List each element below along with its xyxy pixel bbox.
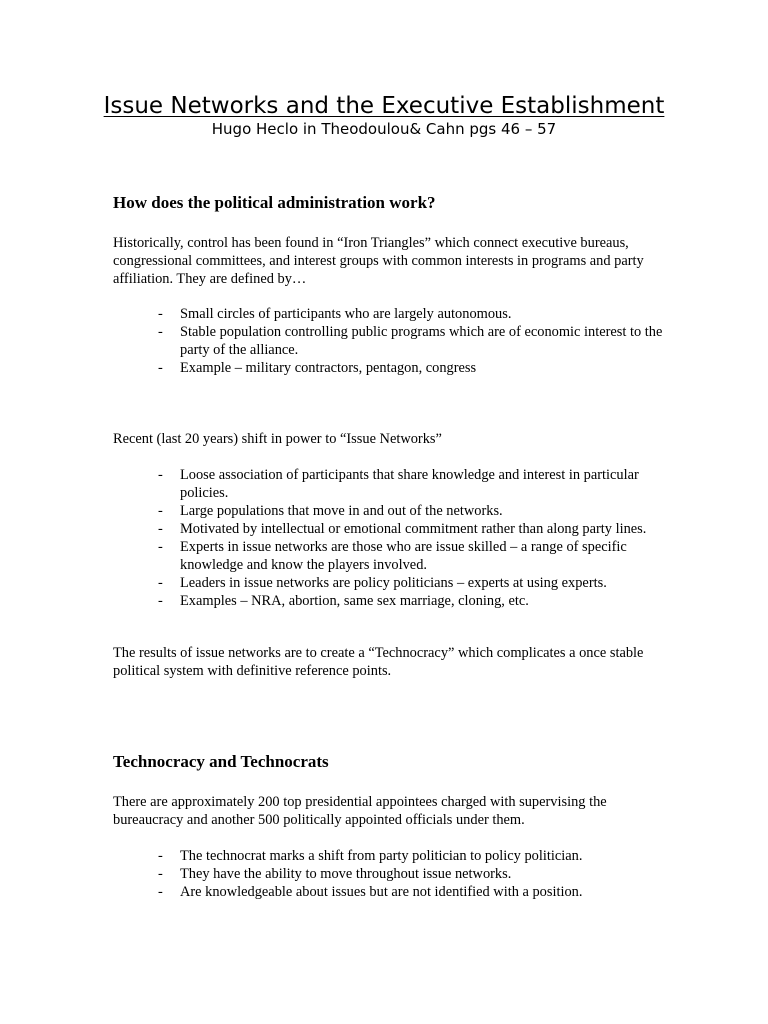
bullet-dash: - — [158, 503, 163, 519]
list-item-text: Motivated by intellectual or emotional commitment rather than along party lines. — [180, 521, 647, 537]
list-item — [0, 592, 665, 610]
list-item — [0, 847, 665, 865]
list-item-text: The technocrat marks a shift from party politician to policy politician. — [180, 848, 583, 864]
bullet-dash: - — [158, 306, 163, 322]
section2-intro: There are approximately 200 top presidential appointees charged with supervising the bureaucracy and another 500 politically appointed officials under them. — [113, 794, 607, 828]
list-item — [0, 538, 665, 574]
document-subtitle: Hugo Heclo in Theodoulou& Cahn pgs 46 – 57 — [211, 120, 557, 138]
technocrat-list — [0, 847, 665, 901]
list-item-text: Example – military contractors, pentagon, congress — [180, 360, 477, 376]
bullet-dash: - — [158, 521, 163, 537]
list-item — [0, 466, 665, 502]
issue-networks-shift: Recent (last 20 years) shift in power to “Issue Networks” — [113, 431, 442, 447]
list-item-text: Are knowledgeable about issues but are not identified with a position. — [180, 884, 583, 900]
document-title — [0, 90, 768, 122]
list-item-text: Large populations that move in and out of the networks. — [180, 503, 503, 519]
bullet-dash: - — [158, 360, 163, 376]
list-item — [0, 574, 665, 592]
bullet-dash: - — [158, 593, 163, 609]
bullet-dash: - — [158, 467, 163, 483]
technocracy-results: The results of issue networks are to create a “Technocracy” which complicates a once stable political system with definitive reference points. — [113, 645, 644, 679]
document-title-text: Issue Networks and the Executive Establishment — [103, 93, 665, 119]
issue-networks-list — [0, 466, 665, 610]
iron-triangle-list — [0, 305, 665, 377]
bullet-dash: - — [158, 539, 163, 555]
bullet-dash: - — [158, 575, 163, 591]
list-item — [0, 865, 665, 883]
bullet-dash: - — [158, 884, 163, 900]
list-item-text: They have the ability to move throughout issue networks. — [180, 866, 512, 882]
section1-intro: Historically, control has been found in “Iron Triangles” which connect executive bureaus, congressional committees, and interest groups with common interests in programs and party affiliation. They are defined by… — [113, 235, 644, 287]
list-item-text: Leaders in issue networks are policy politicians – experts at using experts. — [180, 575, 607, 591]
list-item — [0, 323, 665, 359]
list-item-text: Small circles of participants who are largely autonomous. — [180, 306, 512, 322]
bullet-dash: - — [158, 848, 163, 864]
list-item — [0, 359, 665, 377]
list-item — [0, 305, 665, 323]
list-item — [0, 883, 665, 901]
bullet-dash: - — [158, 324, 163, 340]
list-item — [0, 502, 665, 520]
list-item-text: Loose association of participants that share knowledge and interest in particular policies. — [180, 467, 639, 501]
bullet-dash: - — [158, 866, 163, 882]
list-item-text: Stable population controlling public programs which are of economic interest to the party of the alliance. — [180, 324, 663, 358]
list-item-text: Examples – NRA, abortion, same sex marriage, cloning, etc. — [180, 593, 529, 609]
list-item — [0, 520, 665, 538]
list-item-text: Experts in issue networks are those who are issue skilled – a range of specific knowledge and know the players involved. — [180, 539, 627, 573]
section1-heading: How does the political administration work? — [113, 193, 436, 212]
section2-heading: Technocracy and Technocrats — [113, 752, 329, 771]
